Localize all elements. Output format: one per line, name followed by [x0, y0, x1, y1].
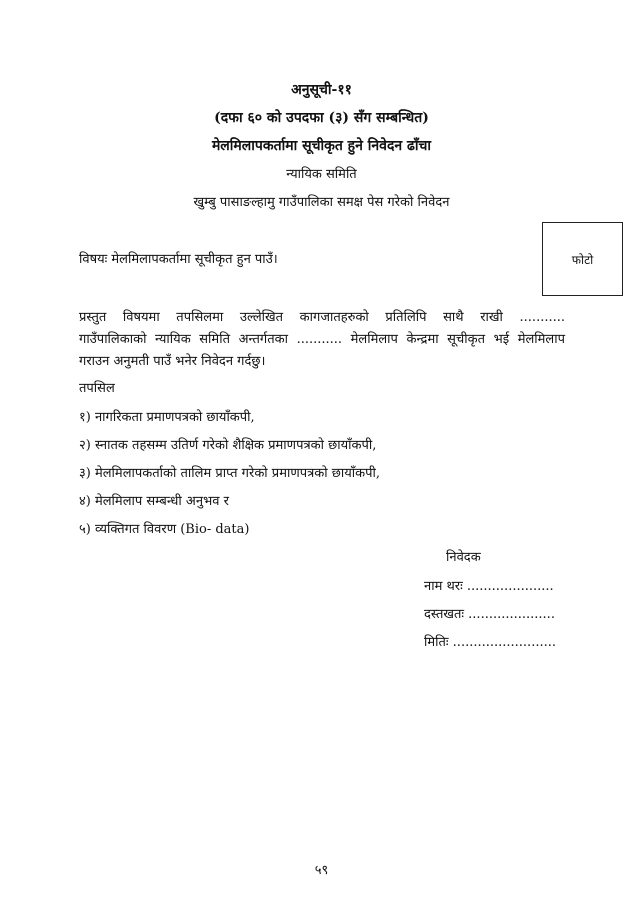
page-number: ५९	[314, 863, 329, 878]
list-heading: तपसिल	[79, 381, 115, 396]
list-item: २) स्नातक तहसम्म उतिर्ण गरेको शैक्षिक प्रमाणपत्रको छायाँकपी,	[79, 438, 377, 453]
list-item: ५) व्यक्तिगत विवरण (Bio- data)	[79, 522, 250, 537]
list-item: ३) मेलमिलापकर्ताको तालिम प्राप्त गरेको प्रमाणपत्रको छायाँकपी,	[79, 466, 381, 481]
addressee-line: खुम्बु पासाङल्हामु गाउँपालिका समक्ष पेस गरेको निवेदन	[193, 195, 450, 210]
photo-label: फोटो	[571, 252, 594, 267]
photo-box	[542, 222, 623, 296]
section-reference: (दफा ६० को उपदफा (३) सँग सम्बन्धित)	[214, 110, 429, 126]
list-item: ४) मेलमिलाप सम्बन्धी अनुभव र	[79, 494, 229, 509]
body-line-1: प्रस्तुत विषयमा तपसिलमा उल्लेखित कागजातहरुको प्रतिलिपि साथै राखी ...........	[79, 310, 565, 325]
body-line-2: गाउँपालिकाको न्यायिक समिति अन्तर्गतका ........... मेलमिलाप केन्द्रमा सूचीकृत भई मेलमिलाप	[79, 332, 565, 347]
applicant-label: निवेदक	[446, 550, 481, 565]
name-field: नाम थरः .....................	[424, 579, 554, 594]
date-field: मितिः .........................	[424, 635, 556, 650]
subject-line: विषयः मेलमिलापकर्तामा सूचीकृत हुन पाउँ।	[79, 252, 278, 267]
signature-field: दस्तखतः .....................	[424, 607, 555, 622]
form-title: मेलमिलापकर्तामा सूचीकृत हुने निवेदन ढाँचा	[211, 138, 432, 154]
committee-name: न्यायिक समिति	[286, 167, 357, 182]
body-line-3: गराउन अनुमती पाउँ भनेर निवेदन गर्दछु।	[79, 354, 266, 369]
list-item: १) नागरिकता प्रमाणपत्रको छायाँकपी,	[79, 410, 255, 425]
schedule-heading: अनुसूची-११	[291, 82, 352, 98]
